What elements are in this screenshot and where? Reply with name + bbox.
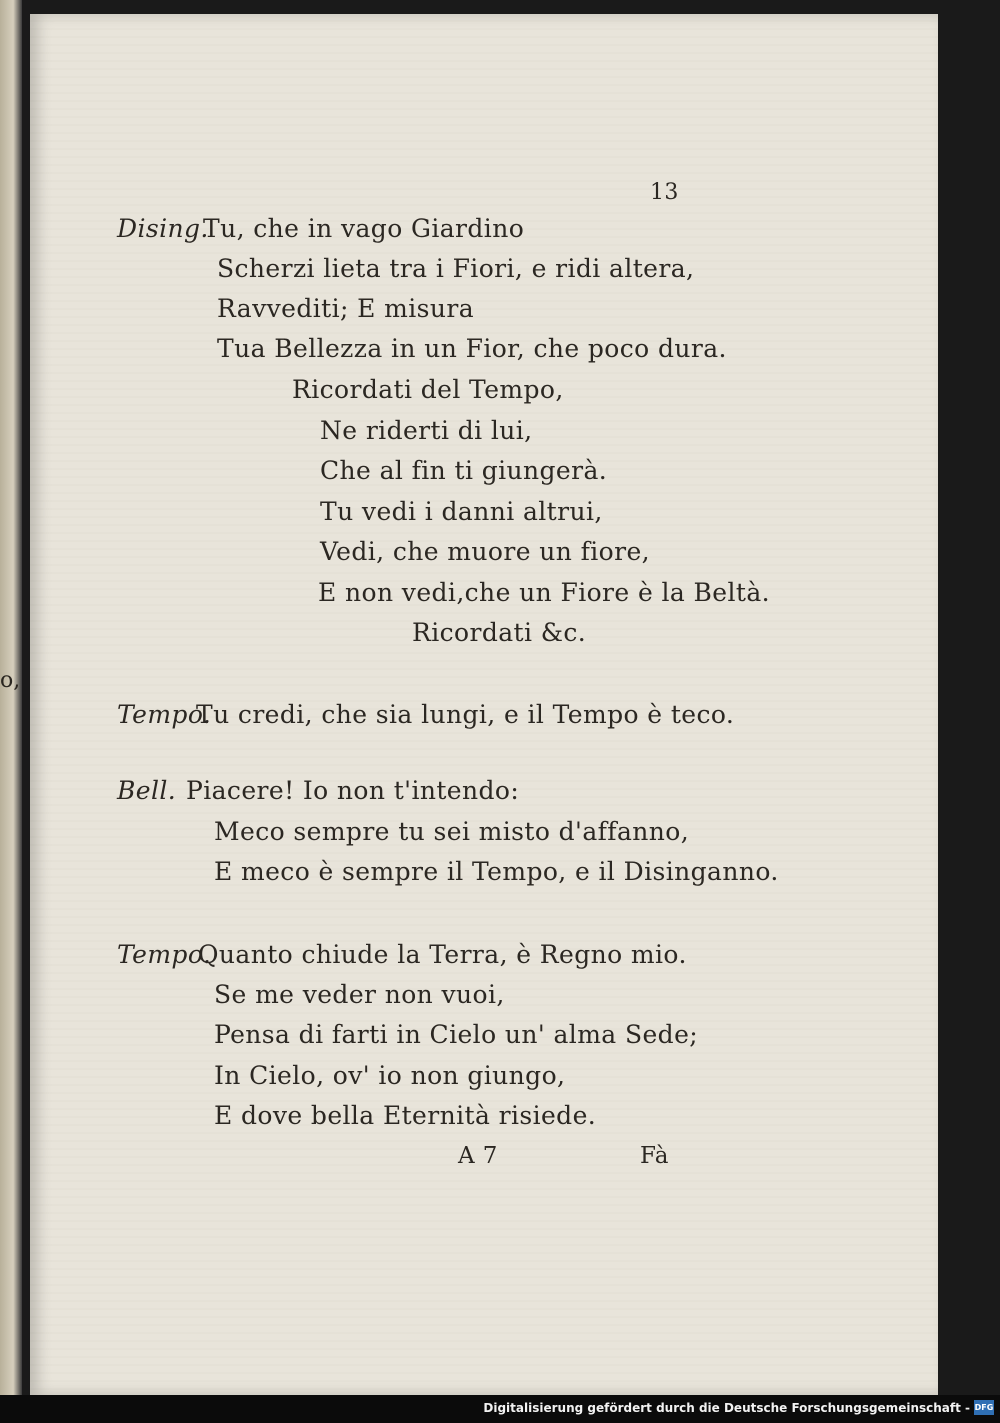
verse-line: Pensa di farti in Cielo un' alma Sede; (214, 1020, 699, 1049)
verse-line: Piacere! Io non t'intendo: (186, 776, 520, 805)
verse-line: Ricordati del Tempo, (292, 375, 564, 404)
verse-line: E meco è sempre il Tempo, e il Disinganno. (214, 857, 779, 886)
verse-line: Tua Bellezza in un Fior, che poco dura. (217, 334, 727, 363)
verse-line: Scherzi lieta tra i Fiori, e ridi altera, (217, 254, 695, 283)
verse-line: Tu credi, che sia lungi, e il Tempo è teco. (196, 700, 735, 729)
verse-line: Ne riderti di lui, (320, 416, 533, 445)
verse-line: Se me veder non vuoi, (214, 980, 505, 1009)
verse-line: Meco sempre tu sei misto d'affanno, (214, 817, 690, 846)
verse-line: Quanto chiude la Terra, è Regno mio. (198, 940, 687, 969)
verse-line: E dove bella Eternità risiede. (214, 1101, 597, 1130)
speaker-label: Tempo. (117, 940, 212, 969)
adjacent-page-text-fragment: o, (0, 668, 21, 693)
speaker-label: Bell. (117, 776, 177, 805)
verse-line: In Cielo, ov' io non giungo, (214, 1061, 566, 1090)
verse-line: Tu vedi i danni altrui, (320, 497, 603, 526)
signature-mark: A 7 (458, 1143, 498, 1169)
speaker-label: Tempo. (117, 700, 212, 729)
verse-line: Tu, che in vago Giardino (203, 214, 525, 243)
verse-line: E non vedi,che un Fiore è la Beltà. (318, 578, 770, 607)
verse-line: Che al fin ti giungerà. (320, 456, 608, 485)
verse-line: Ravvediti; E misura (217, 294, 475, 323)
digitization-credit: Digitalisierung gefördert durch die Deutsche Forschungsgemeinschaft - (483, 1401, 970, 1415)
verse-line: Vedi, che muore un fiore, (320, 537, 650, 566)
verse-line: Ricordati &c. (412, 618, 587, 647)
footer-bar (0, 1395, 1000, 1423)
page-number: 13 (650, 180, 679, 205)
catchword: Fà (640, 1143, 669, 1169)
adjacent-page-edge (0, 0, 22, 1395)
speaker-label: Dising. (117, 214, 209, 243)
dfg-logo: DFG (974, 1400, 994, 1415)
